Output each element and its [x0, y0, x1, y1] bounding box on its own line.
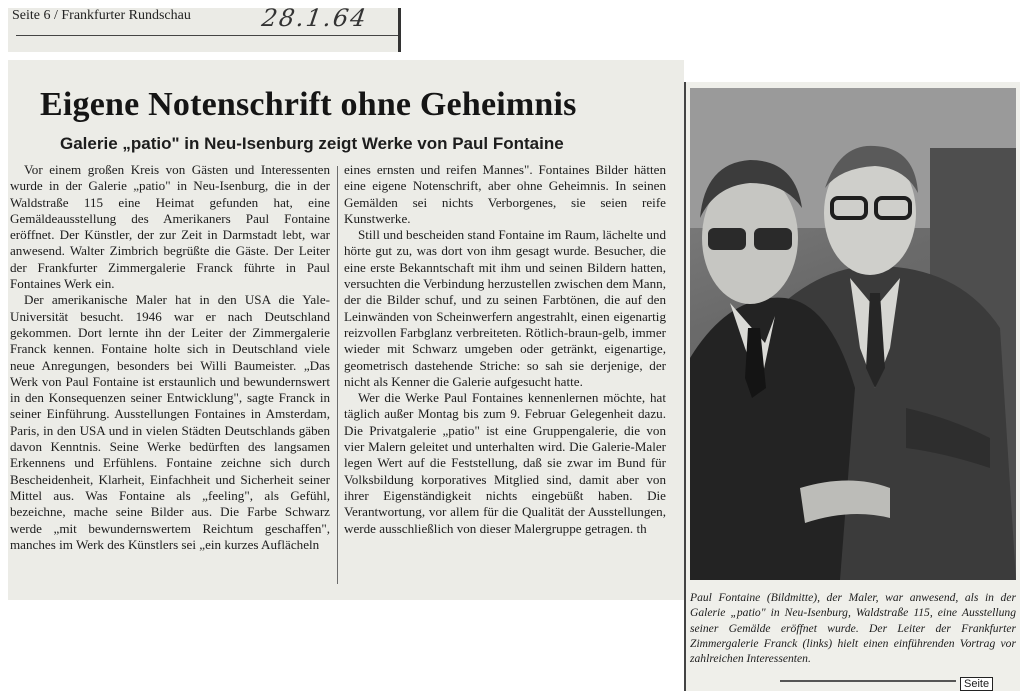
press-photo	[690, 88, 1016, 580]
paragraph: Der amerikanische Maler hat in den USA die Yale-Universität besucht. 1946 war er nach Deutschland gekommen. Dort lernte ihn der Leiter der Zimmergalerie Franck kennen. Fontaine holte sich in Deutschland viele neue Anregungen, besonders bei Willi Baumeister. „Das Werk von Paul Fontaine ist erstaunlich und bewundernswert in den Konsequenzen seiner Entwicklung", sagte Franck in seiner Einführung. Ausstellungen Fontaines in Amsterdam, Paris, in den USA und in vielen Städten Deutschlands gäben davon Kenntnis. Seine Werke bedürften des langsamen Erkennens und Erfühlens. Fontaine zeichne sich durch Bescheidenheit, Klarheit, Einfachheit und Sicherheit seiner Mittel aus. Was Fontaine als „feeling", als Gefühl, bezeichne, mache seine Bilder aus. Die Farbe Schwarz werde „mit bewundernswertem Reichtum geschaffen", manches im Werk des Künstlers sei „ein kurzes Auflächeln	[10, 292, 330, 552]
left-man-glasses-right	[754, 228, 792, 250]
article-column-1	[10, 162, 330, 553]
article-column-2	[344, 162, 666, 537]
column-divider	[337, 166, 338, 584]
footer-rule	[780, 680, 956, 682]
article-headline: Eigene Notenschrift ohne Geheimnis	[40, 86, 577, 123]
paragraph: Still und bescheiden stand Fontaine im Raum, lächelte und hörte gut zu, was dort von ihm gesagt wurde. Besucher, die eine erste Bekanntschaft mit ihm und seinen Bildern hatten, versuchten die Verbindung herzustellen zwischen dem Mann, der die Bilder schuf, und zu seinen Farbtönen, die auf den Leinwänden von Scheinwerfern angestrahlt, einen eigenartig reizvollen Farbglanz verbreiteten. Rötlich-braun-gelb, immer wieder mit Schwarz umgeben oder getränkt, eigenartige, geometrisch dastehende Striche: so sah sie derjenige, der nicht als Kenner die Galerie aufgesucht hatte.	[344, 227, 667, 389]
masthead: Seite 6 / Frankfurter Rundschau	[12, 8, 191, 23]
handwritten-date: 28.1.64	[260, 4, 370, 32]
article-subheadline: Galerie „patio" in Neu-Isenburg zeigt Werke von Paul Fontaine	[60, 134, 564, 153]
left-man-glasses-left	[708, 228, 746, 250]
paragraph: Wer die Werke Paul Fontaines kennenlernen möchte, hat täglich außer Montag bis zum 9. Februar Gelegenheit dazu. Die Privatgalerie „patio" ist eine Gruppengalerie, die von vier Malern geleitet und unterhalten wird. Die Galerie-Maler legen Wert auf die Feststellung, daß sie zwar im Bund für Volksbildung korporatives Mitglied sind, damit aber von ihrer Eigenständigkeit nichts eingebüßt haben. Die Verantwortung, vor allem für die Qualität der Ausstellungen, werde ausschließlich von dieser Malergruppe getragen. th	[344, 390, 666, 536]
paragraph: Vor einem großen Kreis von Gästen und Interessenten wurde in der Galerie „patio" in Neu-Isenburg, die in der Waldstraße 115 eine Heimat gefunden hat, eine Gemäldeausstellung des Amerikaners Paul Fontaine eröffnet. Der Künstler, der zur Zeit in Darmstadt lebt, war anwesend. Walter Zimbrich begrüßte die Gäste. Der Leiter der Frankfurter Zimmergalerie Franck führte in Paul Fontaines Werk ein.	[10, 162, 330, 292]
header-rule	[16, 35, 398, 36]
page-footer-label: Seite	[960, 677, 993, 691]
paragraph: eines ernsten und reifen Mannes". Fontaines Bilder hätten eine eigene Notenschrift, aber ohne Geheimnis. In seinen Gemälden sei nichts Verborgenes, sie seien reife Kunstwerke.	[344, 162, 666, 226]
left-man-jacket	[690, 298, 855, 580]
photo-caption: Paul Fontaine (Bildmitte), der Maler, war anwesend, als in der Galerie „patio" in Neu-Isenburg, Waldstraße 115, eine Ausstellung seiner Gemälde eröffnet wurde. Der Leiter der Frankfurter Zimmergalerie Franck (links) hielt einen einführenden Vortrag vor zahlreichen Interessenten.	[690, 591, 1016, 666]
photo-two-men	[690, 88, 1016, 580]
